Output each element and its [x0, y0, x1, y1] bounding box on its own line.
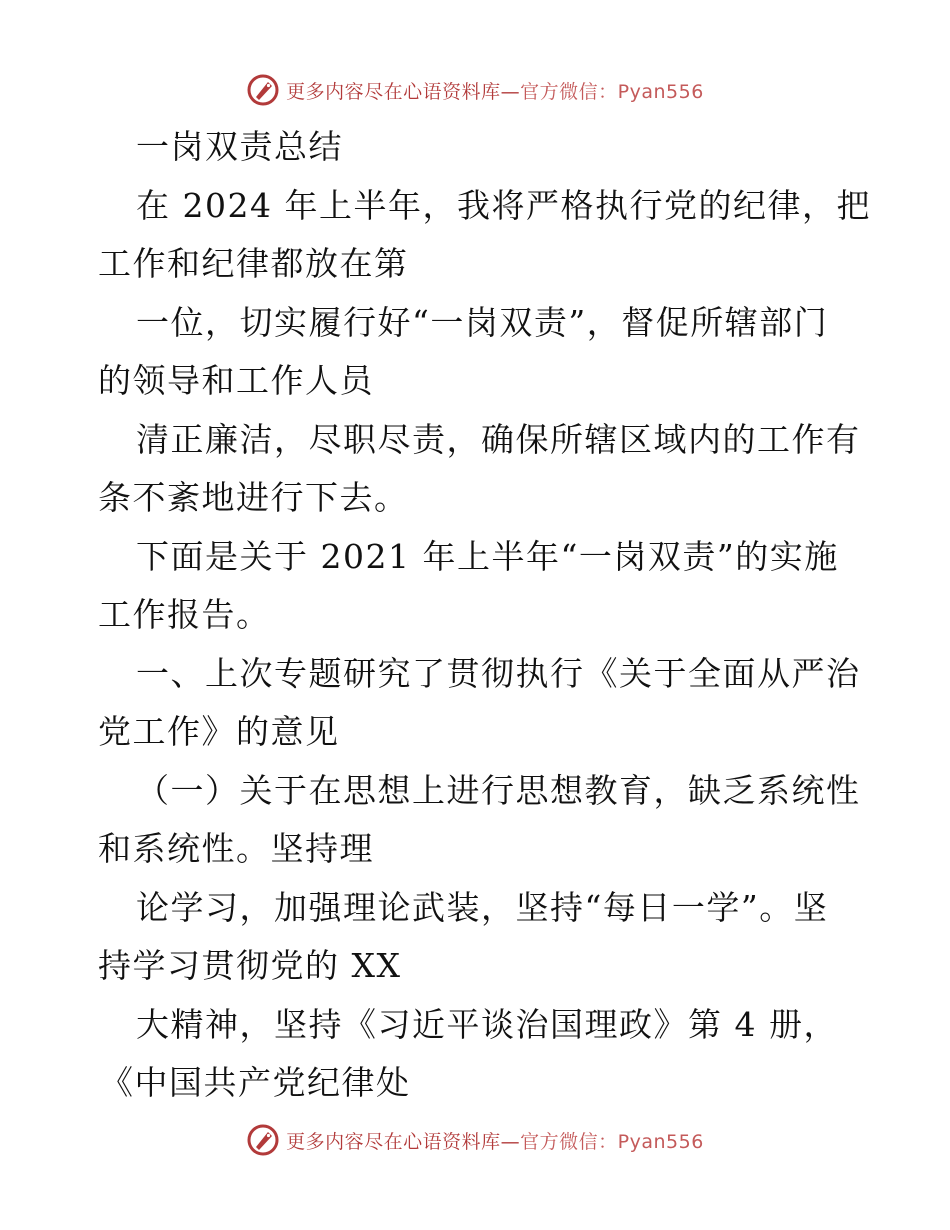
- doc-line: 一位，切实履行好“一岗双责”，督促所辖部门: [136, 302, 829, 342]
- doc-line: （一）关于在思想上进行思想教育，缺乏系统性: [136, 770, 861, 810]
- pen-nib-logo-icon: [246, 1123, 280, 1157]
- doc-line: 的领导和工作人员: [98, 361, 374, 400]
- doc-line: 一、上次专题研究了贯彻执行《关于全面从严治: [136, 653, 861, 693]
- watermark-banner-bottom: [0, 1120, 950, 1160]
- doc-line: 大精神，坚持《习近平谈治国理政》第 4 册，: [136, 1004, 838, 1044]
- doc-line: 工作报告。: [98, 595, 271, 634]
- doc-line: 持学习贯彻党的 XX: [98, 946, 402, 985]
- doc-line: 和系统性。坚持理: [98, 829, 374, 868]
- doc-line: 党工作》的意见: [98, 712, 340, 751]
- doc-line: 工作和纪律都放在第: [98, 244, 409, 283]
- doc-line: 《中国共产党纪律处: [100, 1063, 411, 1102]
- doc-line: 清正廉洁，尽职尽责，确保所辖区域内的工作有: [136, 419, 861, 459]
- doc-title: 一岗双责总结: [136, 127, 343, 166]
- doc-line: 条不紊地进行下去。: [98, 478, 409, 517]
- doc-line: 在 2024 年上半年，我将严格执行党的纪律，把: [136, 185, 871, 225]
- document-body: [98, 118, 871, 1113]
- watermark-text: 更多内容尽在心语资料库—官方微信：Pyan556: [286, 1130, 704, 1153]
- pen-nib-logo-icon: [246, 73, 280, 107]
- doc-line: 下面是关于 2021 年上半年“一岗双责”的实施: [136, 536, 839, 576]
- doc-line: 论学习，加强理论武装，坚持“每日一学”。坚: [136, 887, 829, 927]
- watermark-text: 更多内容尽在心语资料库—官方微信：Pyan556: [286, 80, 704, 103]
- watermark-banner-top: [0, 70, 950, 110]
